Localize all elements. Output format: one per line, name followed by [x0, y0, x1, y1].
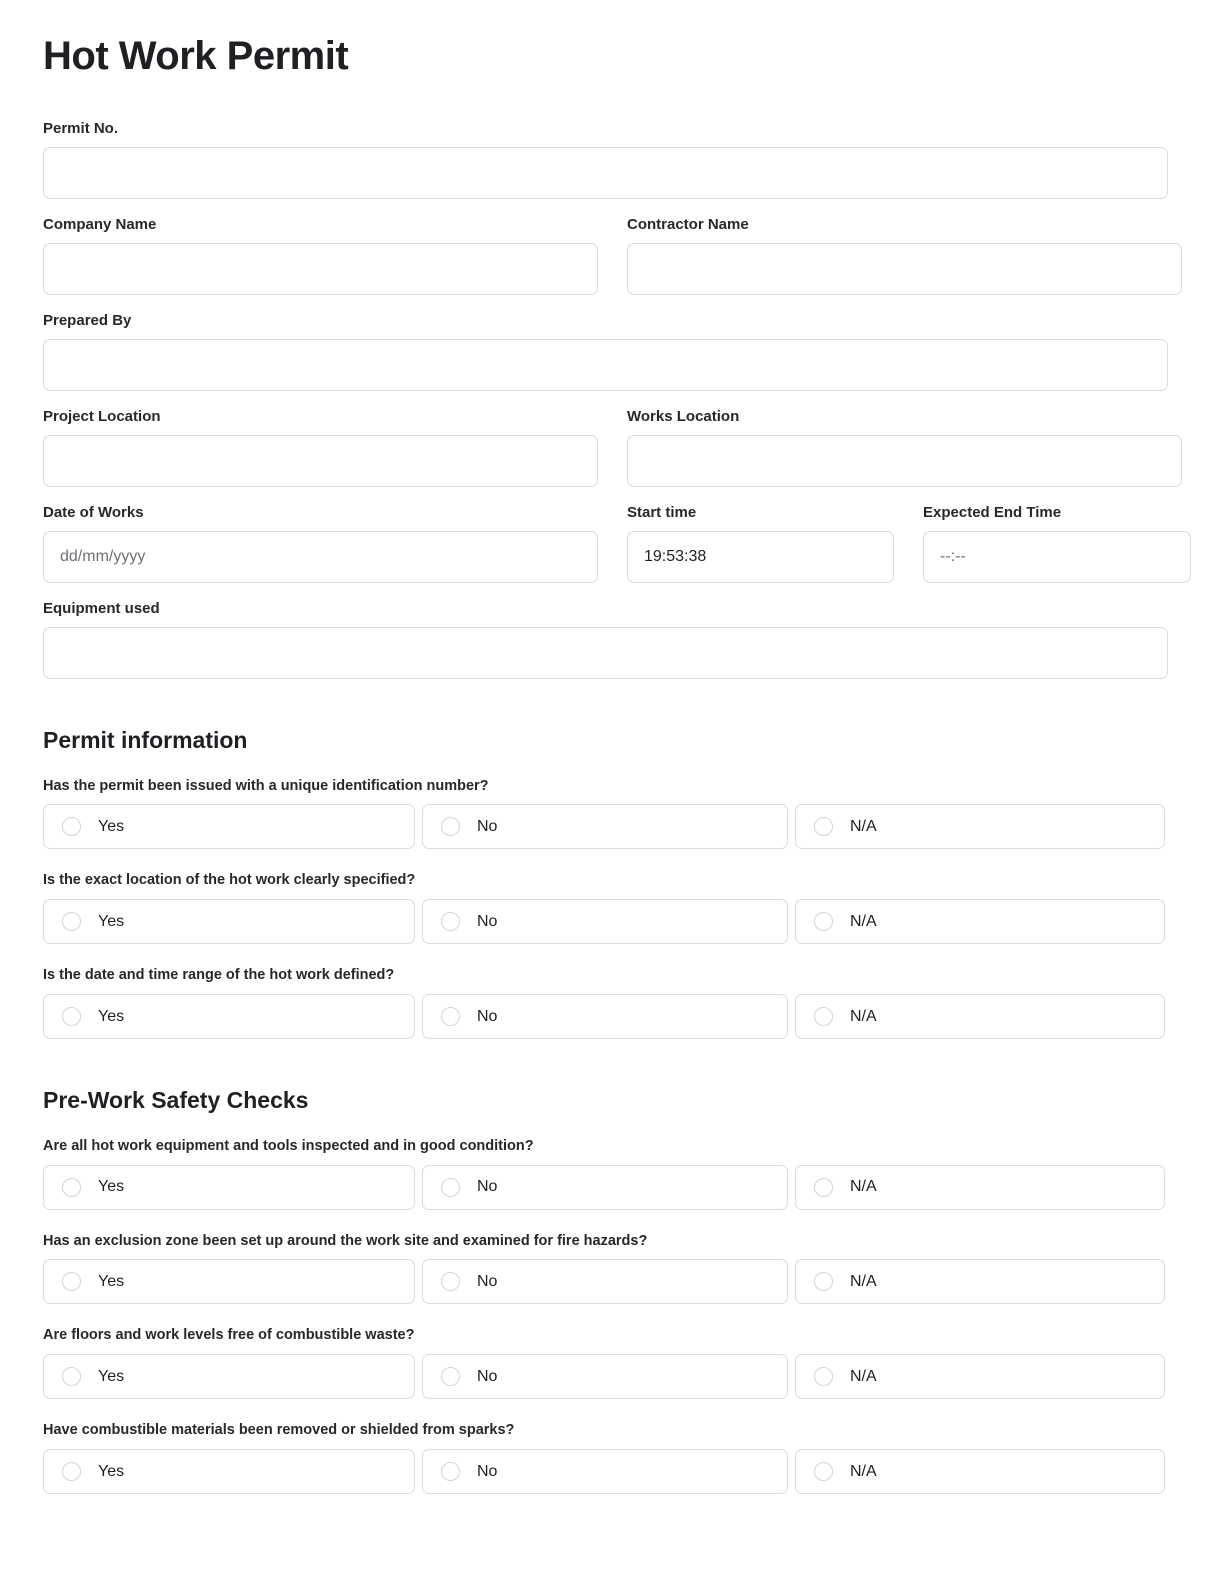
options-row — [43, 994, 1168, 1039]
option-label: No — [477, 817, 498, 835]
option-label: No — [477, 1007, 498, 1025]
radio-icon[interactable] — [62, 1462, 81, 1481]
radio-icon[interactable] — [814, 1007, 833, 1026]
option-label: Yes — [98, 1272, 125, 1290]
radio-icon[interactable] — [62, 1367, 81, 1386]
field-project-location — [43, 408, 598, 487]
field-label-equipment-used: Equipment used — [43, 600, 160, 617]
radio-icon[interactable] — [62, 817, 81, 836]
row-locations — [43, 408, 1168, 487]
option-label: Yes — [98, 1462, 125, 1480]
option-yes[interactable] — [43, 804, 415, 849]
option-label: No — [477, 1272, 498, 1290]
option-label: N/A — [850, 1272, 877, 1290]
question-text: Are floors and work levels free of combustible waste? — [43, 1327, 415, 1344]
section-heading-pre-work-safety-checks: Pre-Work Safety Checks — [43, 1087, 309, 1114]
field-label-start-time: Start time — [627, 504, 697, 521]
radio-icon[interactable] — [441, 1007, 460, 1026]
options-row — [43, 1165, 1168, 1210]
option-label: N/A — [850, 817, 877, 835]
question-block — [43, 1137, 1168, 1210]
radio-icon[interactable] — [814, 1462, 833, 1481]
option-yes[interactable] — [43, 1354, 415, 1399]
question-text: Has the permit been issued with a unique identification number? — [43, 777, 489, 794]
question-block — [43, 1421, 1168, 1494]
date-of-works-input[interactable]: dd/mm/yyyy — [43, 531, 598, 583]
section-heading-permit-information: Permit information — [43, 727, 248, 753]
radio-icon[interactable] — [814, 817, 833, 836]
option-na[interactable] — [795, 1354, 1165, 1399]
option-label: Yes — [98, 817, 125, 835]
question-text: Is the exact location of the hot work clearly specified? — [43, 872, 416, 889]
page-title: Hot Work Permit — [43, 34, 349, 78]
expected-end-time-input[interactable]: --:-- — [923, 531, 1191, 583]
option-yes[interactable] — [43, 1259, 415, 1304]
field-equipment-used — [43, 600, 1168, 679]
option-na[interactable] — [795, 1449, 1165, 1494]
option-label: No — [477, 1367, 498, 1385]
start-time-input[interactable]: 19:53:38 — [627, 531, 894, 583]
option-label: No — [477, 1462, 498, 1480]
option-no[interactable] — [422, 899, 788, 944]
radio-icon[interactable] — [441, 1462, 460, 1481]
option-yes[interactable] — [43, 899, 415, 944]
option-no[interactable] — [422, 1449, 788, 1494]
field-label-contractor-name: Contractor Name — [627, 216, 749, 233]
option-label: N/A — [850, 912, 877, 930]
option-na[interactable] — [795, 1165, 1165, 1210]
field-permit-no — [43, 120, 1168, 199]
option-label: Yes — [98, 1367, 125, 1385]
question-text: Is the date and time range of the hot work defined? — [43, 967, 395, 984]
options-row — [43, 1354, 1168, 1399]
option-na[interactable] — [795, 899, 1165, 944]
radio-icon[interactable] — [441, 817, 460, 836]
option-no[interactable] — [422, 804, 788, 849]
field-works-location — [627, 408, 1182, 487]
question-block — [43, 966, 1168, 1039]
field-label-prepared-by: Prepared By — [43, 312, 132, 329]
option-no[interactable] — [422, 1354, 788, 1399]
question-block — [43, 1326, 1168, 1399]
options-row — [43, 1449, 1168, 1494]
prepared-by-input[interactable] — [43, 339, 1168, 391]
row-company-contractor — [43, 216, 1168, 295]
radio-icon[interactable] — [62, 912, 81, 931]
option-na[interactable] — [795, 804, 1165, 849]
option-no[interactable] — [422, 1259, 788, 1304]
option-na[interactable] — [795, 1259, 1165, 1304]
field-label-date-of-works: Date of Works — [43, 504, 144, 521]
works-location-input[interactable] — [627, 435, 1182, 487]
option-label: No — [477, 1178, 498, 1196]
option-no[interactable] — [422, 1165, 788, 1210]
option-label: Yes — [98, 912, 125, 930]
option-yes[interactable] — [43, 1449, 415, 1494]
question-block — [43, 871, 1168, 944]
option-label: Yes — [98, 1007, 125, 1025]
option-yes[interactable] — [43, 1165, 415, 1210]
radio-icon[interactable] — [441, 1178, 460, 1197]
field-label-company-name: Company Name — [43, 216, 157, 233]
field-date-of-works — [43, 504, 598, 583]
option-label: No — [477, 912, 498, 930]
option-label: N/A — [850, 1462, 877, 1480]
field-contractor-name — [627, 216, 1182, 295]
field-label-project-location: Project Location — [43, 408, 161, 425]
radio-icon[interactable] — [814, 1272, 833, 1291]
option-label: Yes — [98, 1178, 125, 1196]
field-label-permit-no: Permit No. — [43, 120, 119, 137]
question-text: Has an exclusion zone been set up around the work site and examined for fire hazards? — [43, 1232, 648, 1249]
options-row — [43, 804, 1168, 849]
radio-icon[interactable] — [62, 1007, 81, 1026]
option-no[interactable] — [422, 994, 788, 1039]
radio-icon[interactable] — [814, 1178, 833, 1197]
question-text: Have combustible materials been removed or shielded from sparks? — [43, 1422, 515, 1439]
company-name-input[interactable] — [43, 243, 598, 295]
option-label: N/A — [850, 1367, 877, 1385]
radio-icon[interactable] — [814, 1367, 833, 1386]
field-company-name — [43, 216, 598, 295]
radio-icon[interactable] — [441, 912, 460, 931]
radio-icon[interactable] — [441, 1367, 460, 1386]
options-row — [43, 899, 1168, 944]
radio-icon[interactable] — [62, 1178, 81, 1197]
radio-icon[interactable] — [441, 1272, 460, 1291]
contractor-name-input[interactable] — [627, 243, 1182, 295]
field-prepared-by — [43, 312, 1168, 391]
radio-icon[interactable] — [814, 912, 833, 931]
option-label: N/A — [850, 1178, 877, 1196]
permit-no-input[interactable] — [43, 147, 1168, 199]
field-expected-end-time — [923, 504, 1191, 583]
question-block — [43, 777, 1168, 850]
equipment-used-input[interactable] — [43, 627, 1168, 679]
field-label-expected-end-time: Expected End Time — [923, 504, 1062, 521]
option-yes[interactable] — [43, 994, 415, 1039]
field-start-time — [627, 504, 894, 583]
options-row — [43, 1259, 1168, 1304]
question-block — [43, 1232, 1168, 1305]
option-na[interactable] — [795, 994, 1165, 1039]
radio-icon[interactable] — [62, 1272, 81, 1291]
question-text: Are all hot work equipment and tools inspected and in good condition? — [43, 1137, 534, 1154]
option-label: N/A — [850, 1007, 877, 1025]
row-date-times — [43, 504, 1168, 583]
project-location-input[interactable] — [43, 435, 598, 487]
field-label-works-location: Works Location — [627, 408, 740, 425]
